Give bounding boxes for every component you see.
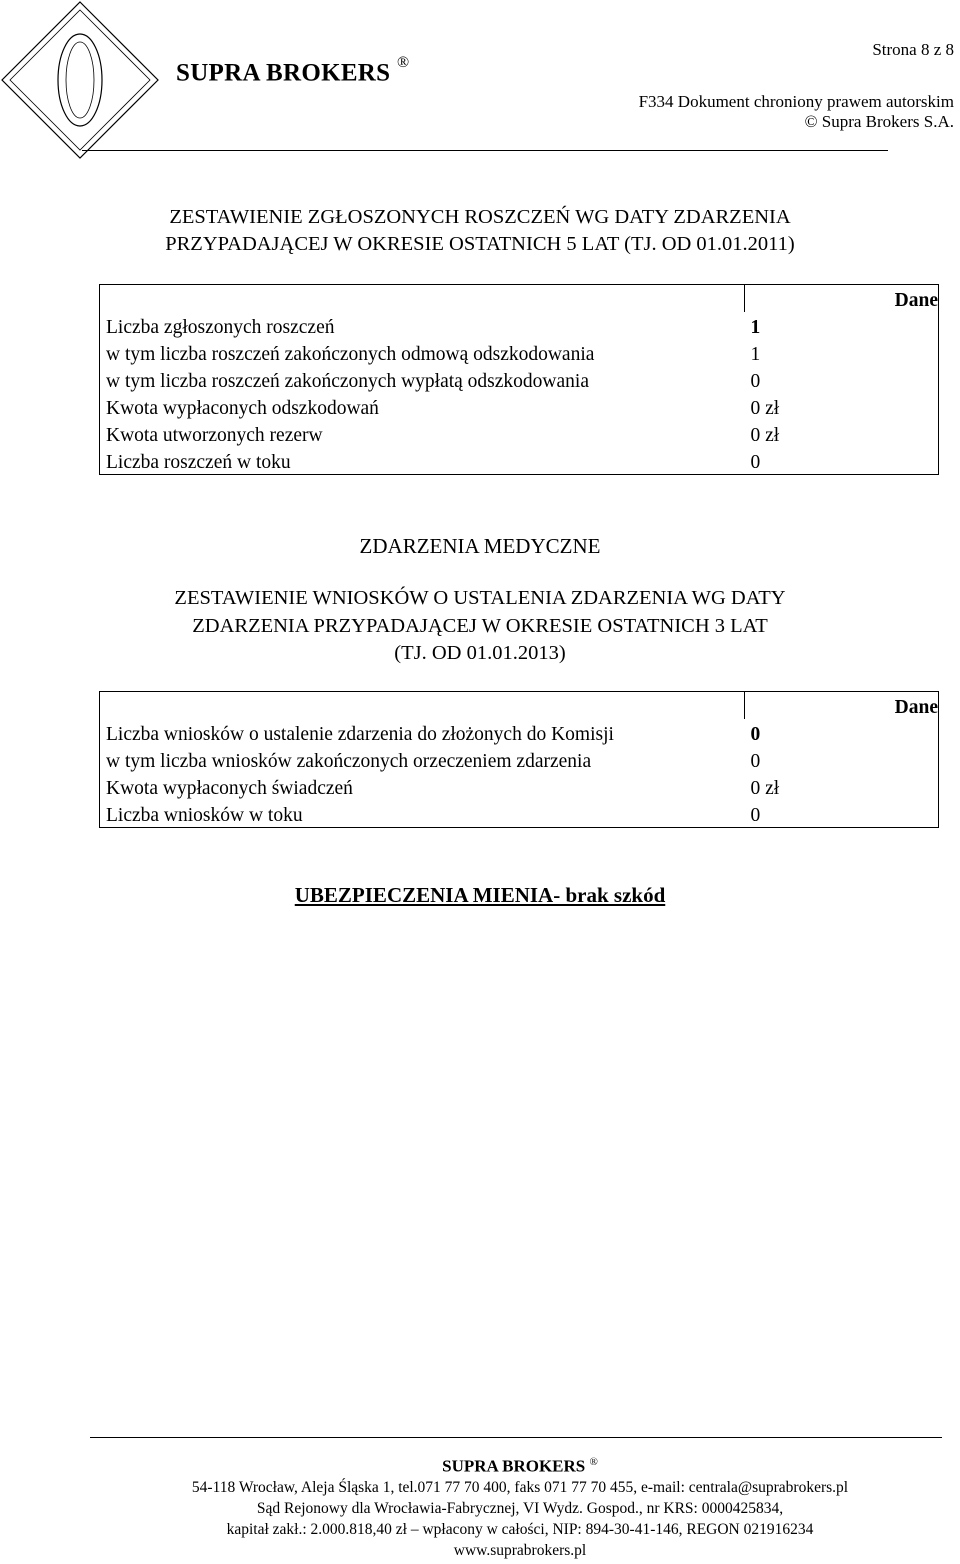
- registered-mark: ®: [396, 54, 410, 71]
- brand-name: SUPRA BROKERS ®: [176, 54, 410, 87]
- table-row-value: 0 zł: [745, 420, 939, 447]
- footer-registered-mark: ®: [589, 1456, 598, 1468]
- table-row-value: 0: [745, 366, 939, 393]
- table-row-label: Kwota utworzonych rezerw: [100, 420, 745, 447]
- table-row-label: Liczba roszczeń w toku: [100, 447, 745, 475]
- claims-summary-title-line2: PRZYPADAJĄCEJ W OKRESIE OSTATNICH 5 LAT (TJ. OD 01.01.2011): [165, 233, 795, 255]
- table-row-value: 0 zł: [745, 393, 939, 420]
- applications-summary-title-line2: ZDARZENIA PRZYPADAJĄCEJ W OKRESIE OSTATNICH 3 LAT: [192, 614, 768, 637]
- table-row-label: Kwota wypłaconych odszkodowań: [100, 393, 745, 420]
- footer-court-info: Sąd Rejonowy dla Wrocławia-Fabrycznej, VI Wydz. Gospod., nr KRS: 0000425834,: [256, 1499, 784, 1517]
- table-row-value: 0: [745, 719, 939, 746]
- table-row-value: 0: [745, 800, 939, 828]
- table-row-label: w tym liczba wniosków zakończonych orzeczeniem zdarzenia: [100, 746, 745, 773]
- table-row-label: Liczba zgłoszonych roszczeń: [100, 312, 745, 339]
- footer-divider: [90, 1437, 942, 1438]
- table-row-label: Kwota wypłaconych świadczeń: [100, 773, 745, 800]
- claims-summary-title-line1: ZESTAWIENIE ZGŁOSZONYCH ROSZCZEŃ WG DATY ZDARZENIA: [169, 206, 791, 228]
- column-header-dane: Dane: [745, 692, 939, 720]
- company-logo: [0, 0, 160, 160]
- applications-table: [99, 691, 939, 828]
- table-row-label: w tym liczba roszczeń zakończonych odmową odszkodowania: [100, 339, 745, 366]
- page-number: Strona 8 z 8: [872, 40, 954, 59]
- footer: [0, 1452, 960, 1561]
- property-insurance-heading: UBEZPIECZENIA MIENIA- brak szkód: [294, 883, 666, 907]
- claims-summary-title: [0, 204, 960, 258]
- table-row-label: w tym liczba roszczeń zakończonych wypłatą odszkodowania: [100, 366, 745, 393]
- applications-summary-title-line1: ZESTAWIENIE WNIOSKÓW O USTALENIA ZDARZENIA WG DATY: [174, 587, 786, 609]
- medical-events-heading: ZDARZENIA MEDYCZNE: [359, 534, 601, 558]
- table-row-value: 0 zł: [745, 773, 939, 800]
- applications-summary-title: [0, 585, 960, 668]
- footer-website: www.suprabrokers.pl: [453, 1541, 587, 1559]
- document-notice-line1: F334 Dokument chroniony prawem autorskim: [638, 92, 954, 111]
- table-row-value: 1: [745, 312, 939, 339]
- table-row-value: 0: [745, 447, 939, 475]
- document-notice-line2: © Supra Brokers S.A.: [804, 112, 954, 131]
- table-row-value: 0: [745, 746, 939, 773]
- table-row-label: Liczba wniosków o ustalenie zdarzenia do złożonych do Komisji: [100, 719, 745, 746]
- footer-brand: SUPRA BROKERS ®: [442, 1456, 598, 1476]
- footer-address: 54-118 Wrocław, Aleja Śląska 1, tel.071 77 70 400, faks 071 77 70 455, e-mail: centrala@suprabrokers.pl: [191, 1478, 849, 1496]
- column-header-dane: Dane: [745, 285, 939, 313]
- claims-table: [99, 284, 939, 475]
- header-divider: [82, 150, 888, 151]
- applications-summary-title-line3: (TJ. OD 01.01.2013): [394, 642, 566, 664]
- document-notice: [639, 92, 954, 132]
- table-row-label: Liczba wniosków w toku: [100, 800, 745, 828]
- table-row-value: 1: [745, 339, 939, 366]
- footer-capital-info: kapitał zakł.: 2.000.818,40 zł – wpłacony w całości, NIP: 894-30-41-146, REGON 021916234: [226, 1520, 814, 1538]
